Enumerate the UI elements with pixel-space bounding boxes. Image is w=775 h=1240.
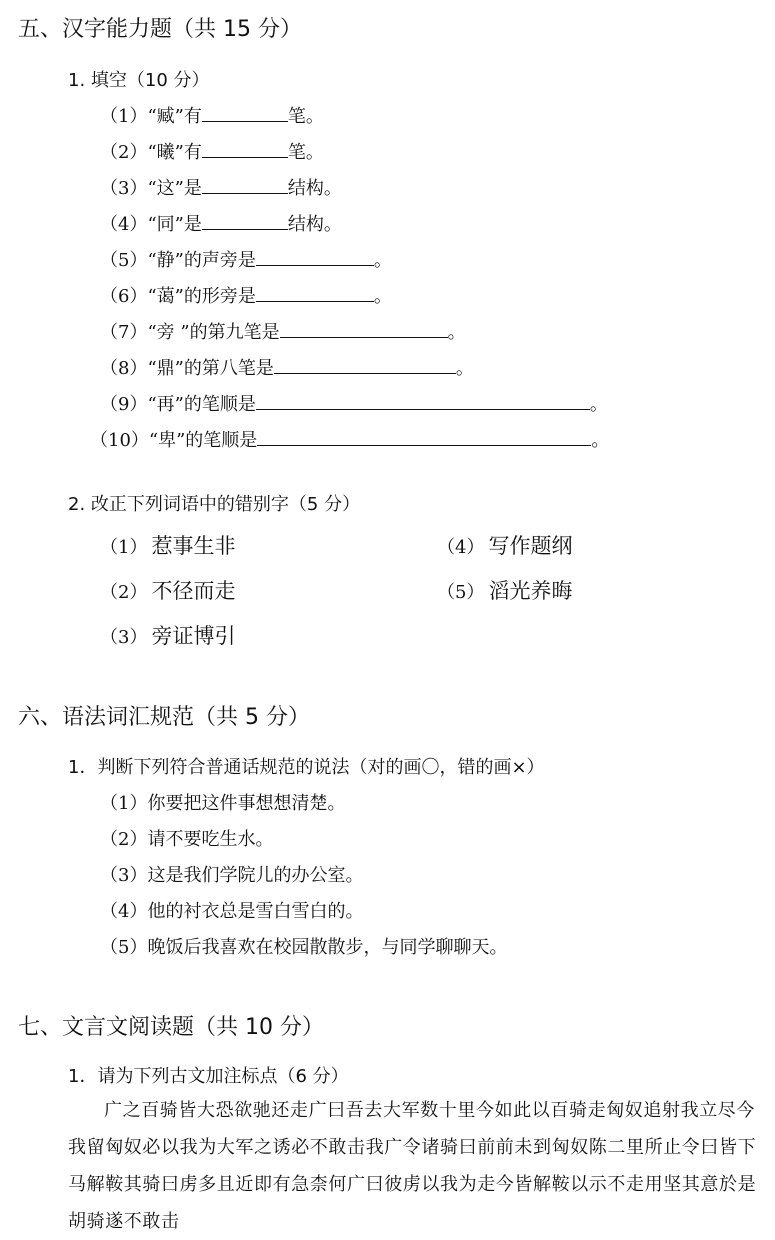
item-number: （4） [100, 214, 148, 235]
word-item [437, 530, 572, 560]
section-6-title: 六、语法词汇规范（共 5 分） [18, 705, 310, 730]
item-prompt: “静”的声旁是 [147, 250, 256, 271]
item-suffix: 。 [373, 286, 392, 307]
fill-item [100, 354, 474, 380]
item-number: （9） [100, 394, 148, 415]
word-item [100, 575, 235, 605]
item-number: （2） [100, 142, 148, 163]
question-5-1-title: 1. 填空（10 分） [68, 70, 210, 91]
answer-blank[interactable] [256, 247, 374, 266]
item-prompt: “蔼”的形旁是 [147, 286, 256, 307]
item-number: （1） [100, 106, 148, 127]
fill-item [90, 426, 609, 452]
word-text: 滔光养晦 [488, 579, 573, 603]
word-item [100, 530, 235, 560]
item-number: （5） [100, 250, 148, 271]
fill-item [100, 174, 342, 200]
word-item [437, 575, 572, 605]
word-text: 旁证博引 [151, 624, 236, 648]
answer-blank[interactable] [202, 103, 288, 122]
item-prompt: “鼎”的第八笔是 [147, 358, 274, 379]
item-number: （8） [100, 358, 148, 379]
item-prompt: “同”是 [147, 214, 202, 235]
question-5-2-title: 2. 改正下列词语中的错别字（5 分） [68, 494, 361, 515]
item-suffix: 。 [373, 250, 392, 271]
item-number: （6） [100, 286, 148, 307]
answer-blank[interactable] [202, 175, 288, 194]
word-text: 不径而走 [151, 579, 236, 603]
item-suffix: 。 [447, 322, 466, 343]
item-prompt: “旁 ”的第九笔是 [147, 322, 280, 343]
fill-item [100, 282, 392, 308]
item-number: （2） [100, 582, 148, 603]
fill-item [100, 102, 324, 128]
word-text: 惹事生非 [151, 534, 236, 558]
judge-item: （4）他的衬衣总是雪白雪白的。 [100, 901, 364, 922]
item-suffix: 笔。 [287, 106, 324, 127]
item-suffix: 。 [591, 430, 610, 451]
judge-item: （5）晚饭后我喜欢在校园散散步，与同学聊聊天。 [100, 937, 508, 958]
item-prompt: “臧”有 [147, 106, 202, 127]
judge-item: （2）请不要吃生水。 [100, 829, 274, 850]
item-suffix: 。 [589, 394, 608, 415]
item-number: （7） [100, 322, 148, 343]
item-prompt: “卑”的笔顺是 [148, 430, 258, 451]
fill-item [100, 390, 608, 416]
answer-blank[interactable] [280, 319, 448, 338]
item-number: （5） [437, 582, 485, 603]
item-prompt: “这”是 [147, 178, 202, 199]
classical-passage: 广之百骑皆大恐欲驰还走广曰吾去大军数十里今如此以百骑走匈奴追射我立尽今我留匈奴必以我为大军之诱必不敢击我广令诸骑曰前前未到匈奴陈二里所止令曰皆下马解鞍其骑曰虏多且近即有急柰何广曰彼虏以我为走今皆解鞍以示不走用坚其意於是胡骑遂不敢击 [68, 1100, 757, 1232]
item-number: （1） [100, 537, 148, 558]
fill-item [100, 210, 342, 236]
item-number: （4） [437, 537, 485, 558]
section-5-title: 五、汉字能力题（共 15 分） [18, 17, 302, 42]
item-suffix: 结构。 [287, 178, 342, 199]
section-7-title: 七、文言文阅读题（共 10 分） [18, 1015, 324, 1040]
item-prompt: “再”的笔顺是 [147, 394, 256, 415]
answer-blank[interactable] [256, 283, 374, 302]
fill-item [100, 246, 392, 272]
item-prompt: “曦”有 [147, 142, 202, 163]
answer-blank[interactable] [274, 355, 456, 374]
answer-blank[interactable] [202, 211, 288, 230]
word-text: 写作题纲 [488, 534, 573, 558]
fill-item [100, 318, 466, 344]
answer-blank[interactable] [202, 139, 288, 158]
question-7-1-title: 1．请为下列古文加注标点（6 分） [68, 1066, 349, 1087]
item-number: （3） [100, 178, 148, 199]
answer-blank[interactable] [256, 391, 590, 410]
answer-blank[interactable] [257, 427, 591, 446]
word-item [100, 620, 235, 650]
item-suffix: 结构。 [287, 214, 342, 235]
judge-item: （3）这是我们学院儿的办公室。 [100, 865, 364, 886]
item-suffix: 。 [455, 358, 474, 379]
item-number: （3） [100, 627, 148, 648]
item-suffix: 笔。 [287, 142, 324, 163]
item-number: （10） [90, 430, 149, 451]
fill-item [100, 138, 324, 164]
question-6-1-title: 1．判断下列符合普通话规范的说法（对的画〇，错的画×） [68, 757, 545, 778]
judge-item: （1）你要把这件事想想清楚。 [100, 793, 346, 814]
